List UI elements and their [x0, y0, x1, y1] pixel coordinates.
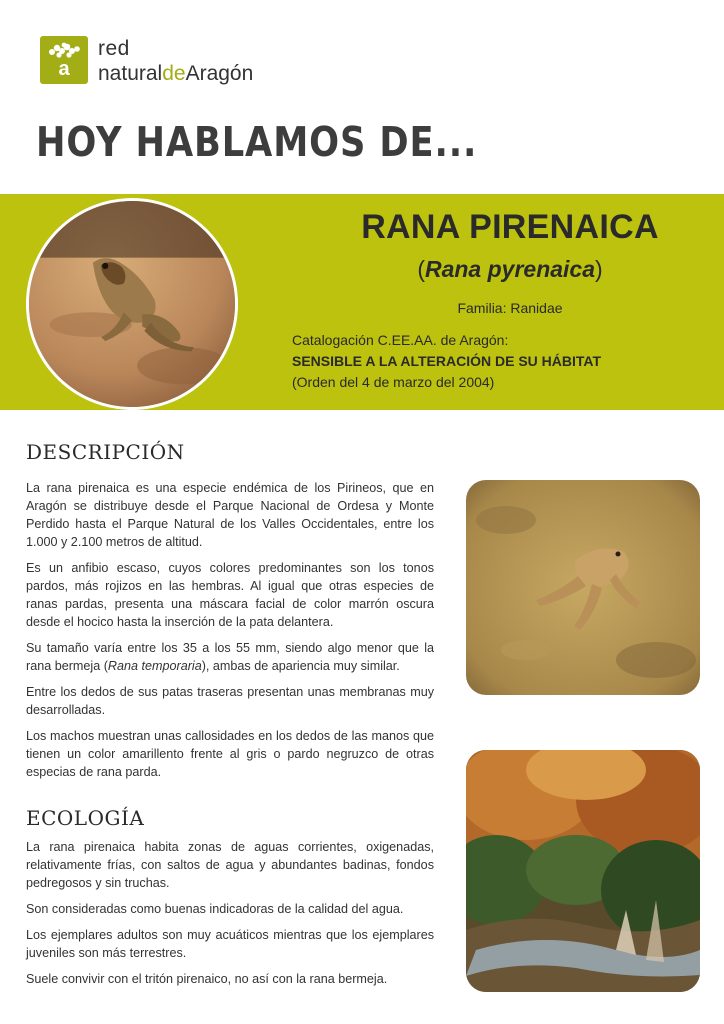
ecologia-paragraph-2: Son consideradas como buenas indicadoras de la calidad del agua. — [26, 902, 404, 916]
section-title-descripcion: DESCRIPCIÓN — [26, 440, 185, 464]
descripcion-paragraph-2: Es un anfibio escaso, cuyos colores predominantes son los tonos pardos, más rojizos en las hembras. Al igual que otras especies de ranas pardas, presenta una máscara facial de color marrón oscura desde el hocico hasta la inserción de la pata delantera. — [26, 561, 434, 629]
section-ecologia — [26, 838, 434, 996]
catalog-order: (Orden del 4 de marzo del 2004) — [292, 374, 495, 390]
section-title-ecologia: ECOLOGÍA — [26, 806, 145, 830]
species-scientific-name: Rana pyrenaica — [424, 256, 596, 282]
catalog-label: Catalogación C.EE.AA. de Aragón: — [292, 332, 509, 348]
frog-mud-photo — [466, 480, 700, 695]
species-family: Familia: Ranidae — [457, 300, 563, 316]
paren-open: ( — [417, 256, 425, 282]
descripcion-p3-end: ), ambas de apariencia muy similar. — [201, 659, 400, 673]
ecologia-paragraph-1: La rana pirenaica habita zonas de aguas corrientes, oxigenadas, relativamente frías, con saltos de agua y abundantes badinas, fondos pedregosos y sin truchas. — [26, 840, 434, 890]
descripcion-paragraph-3 — [26, 639, 434, 675]
logo-de: de — [162, 62, 186, 85]
brand-logo[interactable] — [40, 36, 320, 96]
ecologia-paragraph-3: Los ejemplares adultos son muy acuáticos mientras que los ejemplares juveniles son más terrestres. — [26, 928, 434, 960]
frog-portrait-photo — [26, 198, 238, 410]
ecologia-paragraph-4: Suele convivir con el tritón pirenaico, no así con la rana bermeja. — [26, 972, 388, 986]
species-common-name: RANA PIRENAICA — [361, 208, 659, 246]
descripcion-paragraph-5: Los machos muestran unas callosidades en los dedos de las manos que tienen un color amarillento frente al gris o pardo negruzco de otras especias de rana parda. — [26, 729, 434, 779]
species-catalog — [292, 330, 601, 393]
paren-close: ) — [595, 256, 603, 282]
forest-stream-photo — [466, 750, 700, 992]
page-headline: HOY HABLAMOS DE... — [36, 118, 478, 166]
logo-wordmark — [98, 36, 253, 86]
logo-line-natural — [98, 61, 253, 86]
logo-natural: natural — [98, 62, 163, 85]
descripcion-p3-italic: Rana temporaria — [107, 659, 202, 673]
catalog-status: SENSIBLE A LA ALTERACIÓN DE SU HÁBITAT — [292, 353, 602, 369]
logo-aragon: Aragón — [185, 62, 254, 85]
descripcion-paragraph-1: La rana pirenaica es una especie endémica de los Pirineos, que en Aragón se distribuye desde el Parque Nacional de Ordesa y Monte Perdido hasta el Parque Natural de los Valles Occidentales, entre los 1.000 y 2.100 metros de altitud. — [26, 481, 434, 549]
section-descripcion — [26, 479, 434, 789]
species-scientific-name-line — [300, 256, 720, 283]
descripcion-paragraph-4: Entre los dedos de sus patas traseras presentan unas membranas muy desarrolladas. — [26, 685, 434, 717]
descripcion-p3-start: Su tamaño varía entre los 35 a los 55 mm, siendo algo menor que la rana bermeja ( — [26, 641, 434, 673]
logo-letter: a — [58, 58, 70, 80]
logo-line-red: red — [98, 37, 130, 60]
logo-dots-icon — [46, 40, 82, 60]
logo-mark — [40, 36, 88, 84]
